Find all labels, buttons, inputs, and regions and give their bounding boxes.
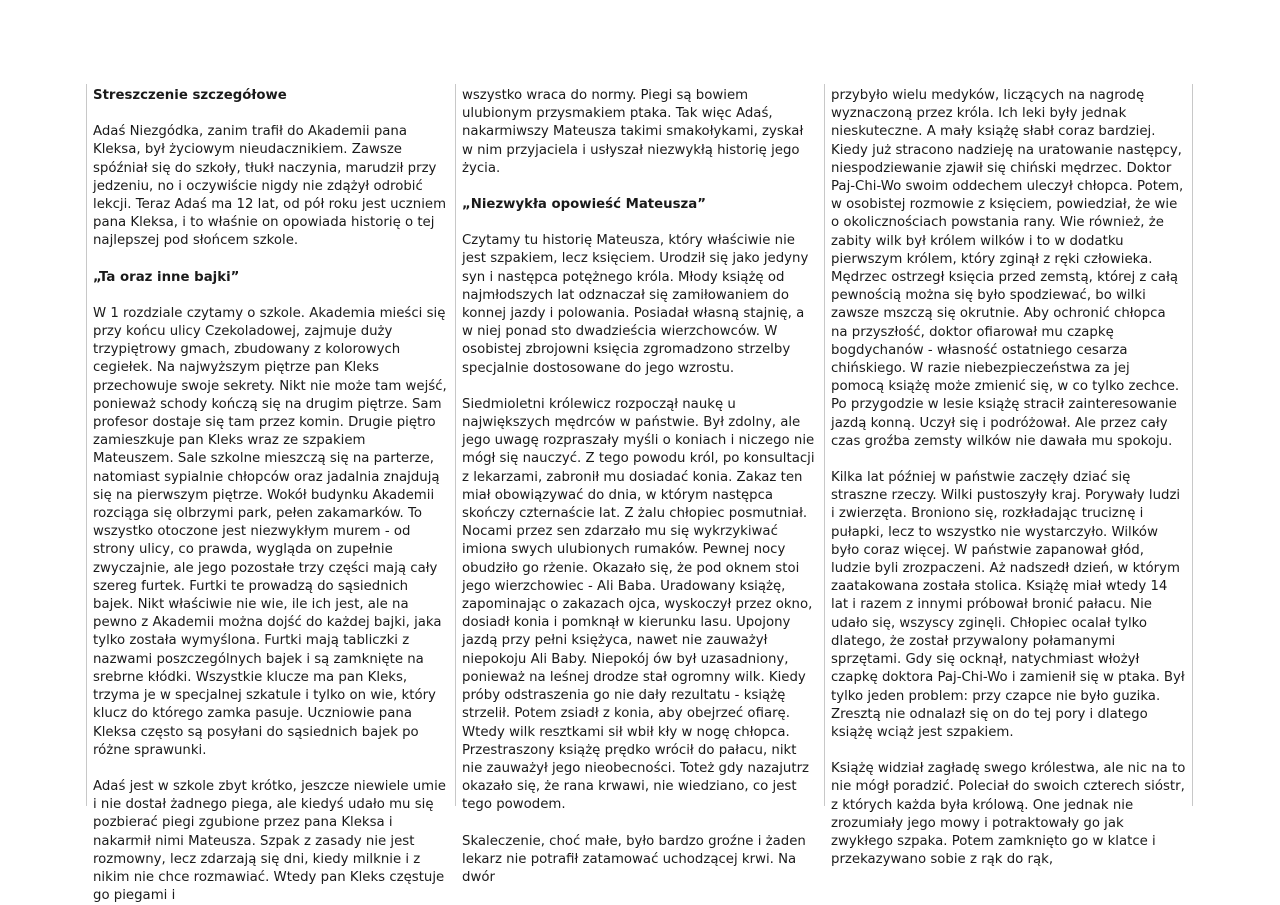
paragraph: Czytamy tu historię Mateusza, który właściwie nie jest szpakiem, lecz księciem. Urodził się jako jedyny syn i następca potężnego króla. Młody książę od najmłodszych lat odznaczał się zamiłowaniem do konnej jazdy i polowania. Posiadał własną stajnię, a w niej ponad sto dwadzieścia wierzchowców. W osobistej zbrojowni księcia zgromadzono strzelby specjalnie dostosowane do jego wzrostu. <box>462 233 809 376</box>
section-heading-fairy-tales: „Ta oraz inne bajki” <box>93 269 240 285</box>
column-divider <box>1192 84 1193 806</box>
paragraph: Adaś Niezgódka, zanim trafił do Akademii pana Kleksa, był życiowym nieudacznikiem. Zawsze spóźniał się do szkoły, tłukł naczynia, marudził przy jedzeniu, no i oczywiście nigdy nie zdążył odrobić lekcji. Teraz Adaś ma 12 lat, od pół roku jest uczniem pana Kleksa, i to właśnie on opowiada historię o tej najlepszej pod słońcem szkole. <box>93 124 447 249</box>
paragraph: W 1 rozdziale czytamy o szkole. Akademia mieści się przy końcu ulicy Czekoladowej, zajmuje duży trzypiętrowy gmach, zbudowany z kolorowych cegiełek. Na najwyższym piętrze pan Kleks przechowuje swoje sekrety. Nikt nie może tam wejść, ponieważ schody kończą się na drugim piętrze. Sam profesor dostaje się tam przez komin. Drugie piętro zamieszkuje pan Kleks wraz ze szpakiem Mateuszem. Sale szkolne mieszczą się na parterze, natomiast sypialnie chłopców oraz jadalnia znajdują się na pierwszym piętrze. Wokół budynku Akademii rozciąga się olbrzymi park, pełen zakamarków. To wszystko otoczone jest niezwykłym murem - od strony ulicy, co prawda, wygląda on zupełnie zwyczajnie, ale jego pozostałe trzy części mają cały szereg furtek. Furtki te prowadzą do sąsiednich bajek. Nikt właściwie nie wie, ile ich jest, ale na pewno z Akademii można dojść do każdej bajki, jaka tylko została wymyślona. Furtki mają tabliczki z nazwami poszczególnych bajek i są zamknięte na srebrne kłódki. Wszystkie klucze ma pan Kleks, trzyma je w specjalnej szkatule i tylko on wie, który klucz do którego zamka pasuje. Uczniowie pana Kleksa często są posyłani do sąsiednich bajek po różne sprawunki. <box>93 305 447 758</box>
text-column-3 <box>824 84 1186 868</box>
paragraph: Adaś jest w szkole zbyt krótko, jeszcze niewiele umie i nie dostał żadnego piega, ale kiedyś udało mu się pozbierać piegi zgubione przez pana Kleksa i nakarmił nimi Mateusza. Szpak z zasady nie jest rozmowny, lecz zdarzają się dni, kiedy milknie i z nikim nie chce rozmawiać. Wtedy pan Kleks częstuje go piegami i <box>93 778 446 904</box>
paragraph: Kilka lat później w państwie zaczęły dziać się straszne rzeczy. Wilki pustoszyły kraj. Porywały ludzi i zwierzęta. Broniono się, rozkładając truciznę i pułapki, lecz to wszystko nie wystarczyło. Wilków było coraz więcej. W państwie zapanował głód, ludzie byli zrozpaczeni. Aż nadszedł dzień, w którym zaatakowana została stolica. Książę miał wtedy 14 lat i razem z innymi próbował bronić pałacu. Nie udało się, wszyscy zginęli. Chłopiec ocalał tylko dlatego, że został przywalony połamanymi sprzętami. Gdy się ocknął, natychmiast włożył czapkę doktora Paj-Chi-Wo i zamienił się w ptaka. Był tylko jeden problem: przy czapce nie było guzika. Zresztą nie odnalazł się on do tej pory i dlatego książę wciąż jest szpakiem. <box>831 470 1185 740</box>
section-heading-mateusz-story: „Niezwykła opowieść Mateusza” <box>462 197 706 213</box>
paragraph: przybyło wielu medyków, liczących na nagrodę wyznaczoną przez króla. Ich leki były jednak nieskuteczne. A mały książę słabł coraz bardziej. Kiedy już stracono nadzieję na uratowanie następcy, niespodziewanie zjawił się chiński mędrzec. Doktor Paj-Chi-Wo swoim oddechem uleczył chłopca. Potem, w osobistej rozmowie z księciem, powiedział, że wie o okolicznościach powstania rany. Wie również, że zabity wilk był królem wilków i to w dodatku pierwszym królem, który zginął z ręki człowieka. Mędrzec ostrzegł księcia przed zemstą, której z całą pewnością można się było spodziewać, bo wilki zawsze mszczą się okrutnie. Aby ochronić chłopca na przyszłość, doktor ofiarował mu czapkę bogdychanów - własność ostatniego cesarza chińskiego. W razie niebezpieczeństwa za jej pomocą książę może zmienić się, w co tylko zechce. Po przygodzie w lesie książę stracił zainteresowanie jazdą konną. Uczył się i podróżował. Ale przez cały czas groźba zemsty wilków nie dawała mu spokoju. <box>831 88 1184 449</box>
paragraph: Książę widział zagładę swego królestwa, ale nic na to nie mógł poradzić. Poleciał do swoich czterech sióstr, z których każda była królową. One jednak nie zrozumiały jego mowy i potraktowały go jak zwykłego szpaka. Potem zamknięto go w klatce i przekazywano sobie z rąk do rąk, <box>831 761 1186 868</box>
paragraph: Siedmioletni królewicz rozpoczął naukę u największych mędrców w państwie. Był zdolny, ale jego uwagę rozpraszały myśli o koniach i niczego nie mógł się nauczyć. Z tego powodu król, po konsultacji z lekarzami, zabronił mu dosiadać konia. Zakaz ten miał obowiązywać do dnia, w którym następca skończy czternaście lat. Z żalu chłopiec posmutniał. Nocami przez sen zdarzało mu się wykrzykiwać imiona swych ulubionych rumaków. Pewnej nocy obudziło go rżenie. Okazało się, że pod oknem stoi jego wierzchowiec - Ali Baba. Uradowany książę, zapominając o zakazach ojca, wyskoczył przez okno, dosiadł konia i pomknął w kierunku lasu. Upojony jazdą przy pełni księżyca, nawet nie zauważył niepokoju Ali Baby. Niepokój ów był uzasadniony, ponieważ na leśnej drodze stał ogromny wilk. Kiedy próby odstraszenia go nie dały rezultatu - książę strzelił. Potem zsiadł z konia, aby obejrzeć ofiarę. Wtedy wilk resztkami sił wbił kły w nogę chłopca. Przestraszony książę prędko wrócił do pałacu, nikt nie zauważył jego nieobecności. Toteż gdy nazajutrz okazało się, że rana krwawi, nie wiedziano, co jest tego powodem. <box>462 396 815 813</box>
paragraph: wszystko wraca do normy. Piegi są bowiem ulubionym przysmakiem ptaka. Tak więc Adaś, nakarmiwszy Mateusza takimi smakołykami, zyskał w nim przyjaciela i usłyszał niezwykłą historię jego życia. <box>462 88 804 176</box>
text-column-2 <box>455 84 817 885</box>
paragraph: Skaleczenie, choć małe, było bardzo groźne i żaden lekarz nie potrafił zatamować uchodzącej krwi. Na dwór <box>462 833 806 885</box>
section-heading-summary: Streszczenie szczegółowe <box>93 88 287 103</box>
document-page <box>86 84 1196 904</box>
text-column-1 <box>86 84 448 904</box>
